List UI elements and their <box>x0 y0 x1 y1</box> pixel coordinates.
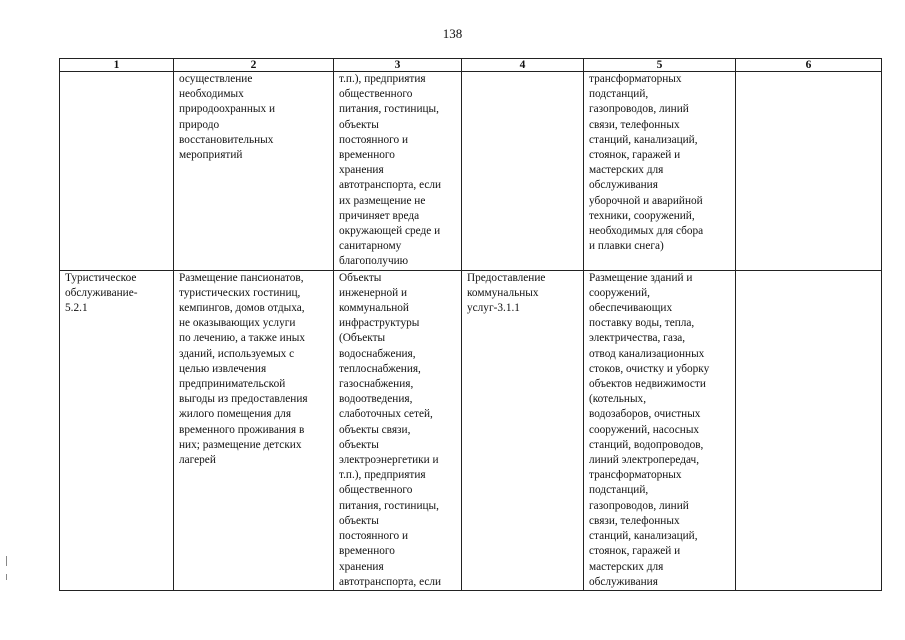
cell-description: Размещение пансионатов, туристических гостиниц, кемпингов, домов отдыха, не оказывающих услуги по лечению, а также иных зданий, используемых с целью извлечения предпринимательской выгоды из предоставления жилого помещения для временного проживания в них; размещение детских лагерей <box>174 270 334 590</box>
column-header-4: 4 <box>462 59 584 72</box>
cell-conditional-use: Предоставление коммунальных услуг-3.1.1 <box>462 270 584 590</box>
cell-auxiliary-uses: т.п.), предприятия общественного питания, гостиницы, объекты постоянного и временного хранения автотранспорта, если их размещение не причиняет вреда окружающей среде и санитарному благополучию <box>334 72 462 271</box>
cell-conditional-use <box>462 72 584 271</box>
column-header-3: 3 <box>334 59 462 72</box>
cell-conditional-description: Размещение зданий и сооружений, обеспечивающих поставку воды, тепла, электричества, газа, отвод канализационных стоков, очистку и уборку объектов недвижимости (котельных, водозаборов, очистных сооружений, насосных станций, водопроводов, линий электропередач, трансформаторных подстанций, газопроводов, линий связи, телефонных станций, канализаций, стоянок, гаражей и мастерских для обслуживания <box>584 270 736 590</box>
scan-margin-mark <box>6 574 10 580</box>
cell-notes <box>736 72 882 271</box>
table-row <box>60 270 882 590</box>
scan-margin-mark <box>6 556 10 566</box>
column-header-2: 2 <box>174 59 334 72</box>
column-header-6: 6 <box>736 59 882 72</box>
cell-conditional-description: трансформаторных подстанций, газопроводов, линий связи, телефонных станций, канализаций, стоянок, гаражей и мастерских для обслуживания уборочной и аварийной техники, сооружений, необходимых для сбора и плавки снега) <box>584 72 736 271</box>
cell-use-type <box>60 72 174 271</box>
column-header-5: 5 <box>584 59 736 72</box>
cell-use-type: Туристическое обслуживание- 5.2.1 <box>60 270 174 590</box>
column-header-1: 1 <box>60 59 174 72</box>
table-row <box>60 72 882 271</box>
page-number: 138 <box>442 26 463 41</box>
zoning-table <box>59 58 882 591</box>
cell-notes <box>736 270 882 590</box>
cell-description: осуществление необходимых природоохранных и природо восстановительных мероприятий <box>174 72 334 271</box>
cell-auxiliary-uses: Объекты инженерной и коммунальной инфраструктуры (Объекты водоснабжения, теплоснабжения, газоснабжения, водоотведения, слаботочных сетей, объекты связи, объекты электроэнергетики и т.п.), предприятия общественного питания, гостиницы, объекты постоянного и временного хранения автотранспорта, если <box>334 270 462 590</box>
table-header-row <box>60 59 882 72</box>
